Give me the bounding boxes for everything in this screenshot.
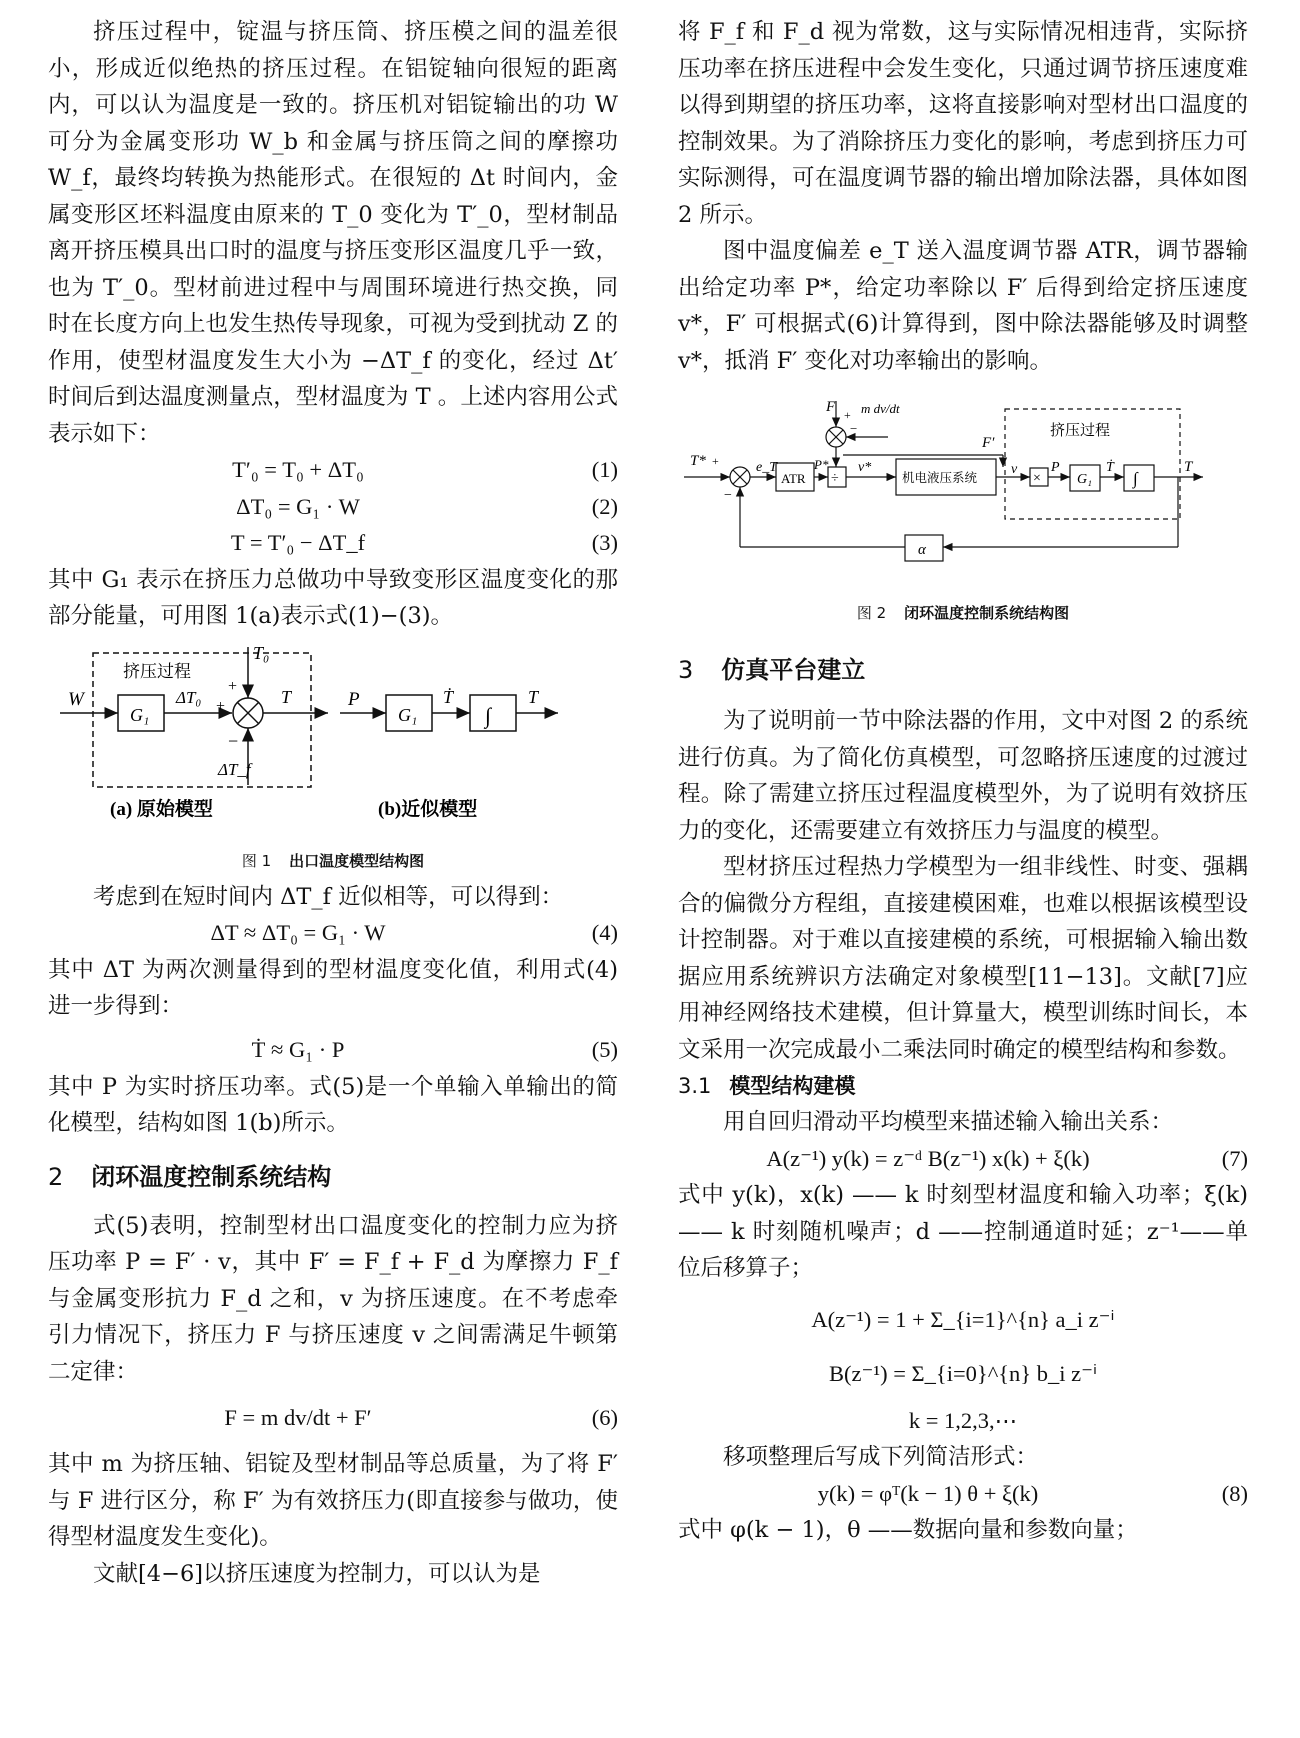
plus-sign: + bbox=[216, 697, 226, 715]
label-Tdot: Ṫ bbox=[443, 686, 454, 707]
label-eT: e_T bbox=[756, 460, 777, 475]
paragraph: 型材挤压过程热力学模型为一组非线性、时变、强耦合的偏微分方程组，直接建模困难，也难以根据该模型设计控制器。对于难以直接建模的系统，可根据输入输出数据应用系统辨识方法确定对象模型[11−13]。文献[7]应用神经网络技术建模，但计算量大，模型训练时间长，本文采用一次完成最小二乘法同时确定的模型结构和参数。 bbox=[678, 854, 1248, 1063]
minus-sign: − bbox=[228, 730, 239, 751]
subsection-heading-3-1: 3.1 模型结构建模 bbox=[678, 1074, 856, 1098]
label-T: T bbox=[528, 686, 539, 707]
figure-2-caption: 图 2 闭环温度控制系统结构图 bbox=[856, 604, 1070, 622]
paragraph: 其中 G₁ 表示在挤压力总做功中导致变形区温度变化的那部分能量，可用图 1(a)表示式(1)−(3)。 bbox=[48, 566, 618, 629]
label-F: F bbox=[826, 399, 836, 415]
label-v: v bbox=[1011, 462, 1018, 477]
label-T: T bbox=[1184, 459, 1193, 475]
paragraph: 其中 m 为挤压轴、铝锭及型材制品等总质量，为了将 F′ 与 F 进行区分，称 F′ 为有效挤压力(即直接参与做功，使得型材温度发生变化)。 bbox=[48, 1451, 618, 1550]
svg-text:ATR: ATR bbox=[781, 471, 806, 486]
paragraph: 其中 P 为实时挤压功率。式(5)是一个单输入单输出的简化模型，结构如图 1(b)所示。 bbox=[48, 1073, 618, 1136]
label-dTf: ΔT_f bbox=[218, 759, 251, 779]
plus-sign: + bbox=[228, 677, 238, 695]
paragraph: 为了说明前一节中除法器的作用，文中对图 2 的系统进行仿真。为了简化仿真模型，可忽略挤压速度的过渡过程。除了需建立挤压过程温度模型外，为了说明有效挤压力的变化，还需要建立有效挤压力与温度的模型。 bbox=[678, 708, 1248, 844]
svg-text:∫: ∫ bbox=[1133, 469, 1138, 488]
section-heading-3: 3 仿真平台建立 bbox=[678, 656, 866, 684]
paragraph: 式中 φ(k − 1)，θ ——数据向量和参数向量； bbox=[678, 1517, 1138, 1543]
label-Tstar: T* bbox=[690, 453, 706, 469]
box-label: 挤压过程 bbox=[1050, 423, 1111, 439]
svg-text:G₁: G₁ bbox=[398, 704, 418, 725]
svg-text:×: × bbox=[1033, 471, 1041, 486]
svg-text:G₁: G₁ bbox=[1077, 472, 1092, 487]
label-m-dvdt: m dv/dt bbox=[861, 401, 900, 416]
label-P: P bbox=[1051, 460, 1060, 475]
svg-text:−: − bbox=[724, 488, 732, 503]
svg-text:÷: ÷ bbox=[831, 471, 839, 486]
equation-2: ΔT₀ = G₁ · W (2) bbox=[236, 493, 618, 519]
equation-6: F = m dv/dt + F′ (6) bbox=[224, 1405, 618, 1430]
svg-text:−: − bbox=[850, 421, 858, 436]
svg-text:α: α bbox=[918, 542, 926, 558]
equation-8: y(k) = φᵀ(k − 1) θ + ξ(k) (8) bbox=[817, 1480, 1248, 1506]
svg-text:+: + bbox=[844, 408, 851, 422]
label-T: T bbox=[281, 686, 292, 707]
equation-7: A(z⁻¹) y(k) = z⁻ᵈ B(z⁻¹) x(k) + ξ(k) (7) bbox=[766, 1145, 1248, 1171]
label-Tdot: Ṫ bbox=[1106, 460, 1114, 475]
svg-text:+: + bbox=[712, 454, 719, 468]
paragraph: 用自回归滑动平均模型来描述输入输出关系： bbox=[723, 1109, 1174, 1135]
label-Pstar: P* bbox=[814, 457, 829, 472]
equation-k: k = 1,2,3,⋯ bbox=[908, 1407, 1018, 1433]
left-column bbox=[48, 14, 618, 1592]
label-T0: T₀ bbox=[253, 642, 270, 663]
right-column bbox=[678, 14, 1248, 1549]
paragraph: 挤压过程中，锭温与挤压筒、挤压模之间的温差很小，形成近似绝热的挤压过程。在铝锭轴向很短的距离内，可以认为温度是一致的。挤压机对铝锭输出的功 W 可分为金属变形功 W_b 和金属与挤压筒之间的摩擦功 W_f，最终均转换为热能形式。在很短的 Δt 时间内，金属变形区坯料温度由原来的 T_0 变化为 T′_0，型材制品离开挤压模具出口时的温度与挤压变形区温度几乎一致，也为 T′_0。型材前进过程中与周围环境进行热交换，同时在长度方向上也发生热传导现象，可视为受到扰动 Z 的作用，使型材温度发生大小为 −ΔT_f 的变化，经过 Δt′ 时间后到达温度测量点，型材温度为 T 。上述内容用公式表示如下： bbox=[48, 19, 618, 447]
label-dT0: ΔT₀ bbox=[176, 687, 202, 707]
equation-3: T = T′₀ − ΔT_f (3) bbox=[230, 530, 618, 555]
equation-A: A(z⁻¹) = 1 + Σ_{i=1}^{n} a_i z⁻ⁱ bbox=[811, 1306, 1115, 1332]
svg-text:机电液压系统: 机电液压系统 bbox=[902, 471, 978, 485]
label-P: P bbox=[348, 688, 360, 710]
paragraph: 式中 y(k)，x(k) —— k 时刻型材温度和输入功率；ξ(k) —— k 时刻随机噪声；d ——控制通道时延；z⁻¹——单位后移算子； bbox=[678, 1182, 1248, 1281]
integral-symbol: ∫ bbox=[485, 702, 492, 728]
paragraph: 式(5)表明，控制型材出口温度变化的控制力应为挤压功率 P = F′ · v，其中 F′ = F_f + F_d 为摩擦力 F_f 与金属变形抗力 F_d 之和，v 为挤压速度。在不考虑牵引力情况下，挤压力 F 与挤压速度 v 之间需满足牛顿第二定律： bbox=[48, 1212, 618, 1385]
equation-B: B(z⁻¹) = Σ_{i=0}^{n} b_i z⁻ⁱ bbox=[829, 1360, 1097, 1386]
label-G1: G₁ bbox=[130, 704, 150, 725]
paragraph: 图中温度偏差 e_T 送入温度调节器 ATR，调节器输出给定功率 P*，给定功率除以 F′ 后得到给定挤压速度 v*，F′ 可根据式(6)计算得到，图中除法器能够及时调整 v*，抵消 F′ 变化对功率输出的影响。 bbox=[678, 238, 1248, 374]
section-heading-2: 2 闭环温度控制系统结构 bbox=[48, 1162, 332, 1191]
figure-1-caption: 图 1 出口温度模型结构图 bbox=[241, 851, 425, 870]
label-Fprime: F′ bbox=[982, 435, 995, 451]
box-label: 挤压过程 bbox=[123, 661, 191, 681]
subfigure-label-a: (a) 原始模型 bbox=[110, 798, 213, 820]
paragraph: 考虑到在短时间内 ΔT_f 近似相等，可以得到： bbox=[93, 883, 564, 910]
equation-1: T′₀ = T₀ + ΔT₀ (1) bbox=[232, 457, 618, 482]
subfigure-label-b: (b)近似模型 bbox=[378, 798, 478, 820]
label-vstar: v* bbox=[858, 460, 872, 475]
equation-5: Ṫ ≈ G₁ · P (5) bbox=[251, 1036, 618, 1062]
paragraph: 其中 ΔT 为两次测量得到的型材温度变化值，利用式(4)进一步得到： bbox=[48, 956, 618, 1019]
paragraph: 文献[4−6]以挤压速度为控制力，可以认为是 bbox=[93, 1560, 541, 1587]
figure-2-diagram bbox=[678, 395, 1248, 595]
paragraph: 将 F_f 和 F_d 视为常数，这与实际情况相违背，实际挤压功率在挤压进程中会发生变化，只通过调节挤压速度难以得到期望的挤压功率，这将直接影响对型材出口温度的控制效果。为了消除挤压力变化的影响，考虑到挤压力可实际测得，可在温度调节器的输出增加除法器，具体如图 2 所示。 bbox=[678, 19, 1248, 228]
figure-1-diagram bbox=[48, 635, 618, 825]
block-integrator bbox=[470, 695, 516, 731]
block-integrator bbox=[1124, 465, 1154, 491]
paragraph: 移项整理后写成下列简洁形式： bbox=[723, 1444, 1039, 1470]
label-W: W bbox=[68, 688, 84, 710]
equation-4: ΔT ≈ ΔT₀ = G₁ · W (4) bbox=[210, 920, 618, 945]
